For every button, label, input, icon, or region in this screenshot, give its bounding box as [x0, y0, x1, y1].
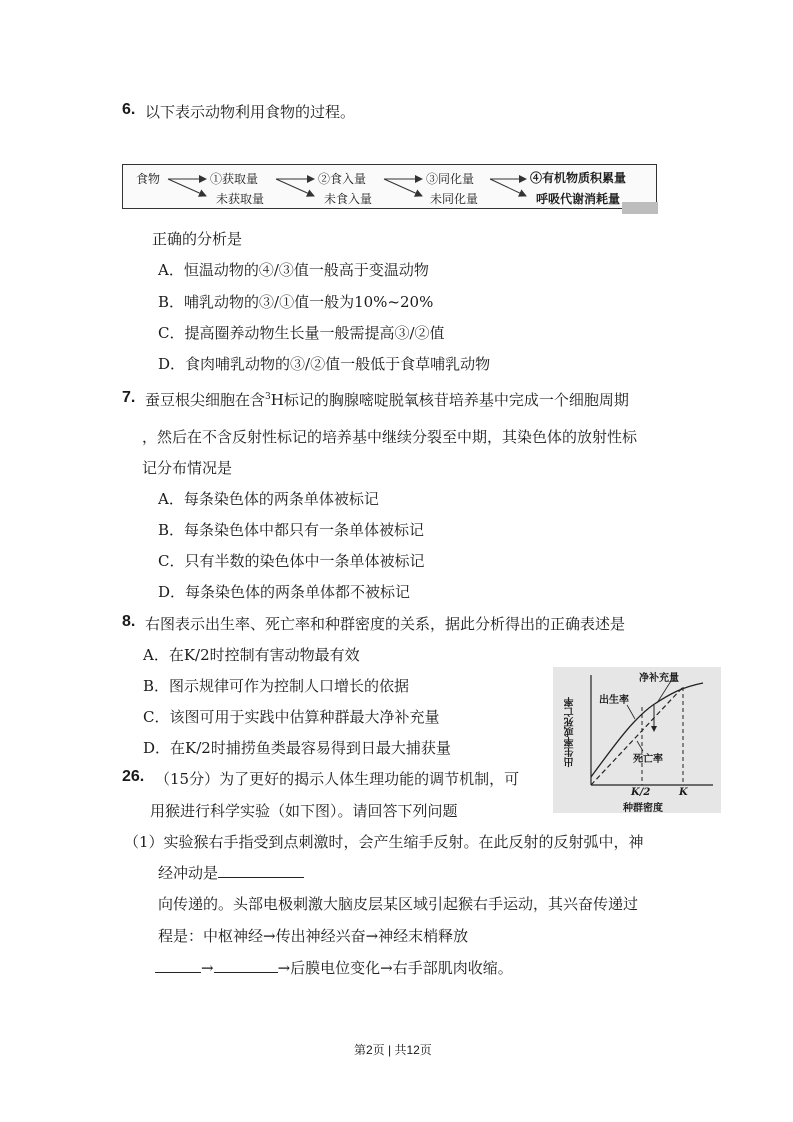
chart-tick-k2: K/2 — [631, 787, 651, 798]
node-ingested: ②食入量 — [318, 172, 367, 186]
q6-stem: 以下表示动物利用食物的过程。 — [145, 103, 356, 121]
chart-birth-label: 出生率 — [599, 695, 629, 706]
answer-blank-binding[interactable] — [214, 958, 278, 973]
q26-number: 26. — [122, 768, 145, 785]
node-assimilated: ③同化量 — [426, 172, 475, 186]
node-organic-accumulation: ④有机物质积累量 — [530, 171, 627, 185]
node-food: 食物 — [136, 172, 161, 186]
q7-line1-end: H标记的胸腺嘧啶脱氧核苷培养基中完成一个细胞周期 — [270, 391, 629, 409]
chart-y-label: 出生率或死亡率 — [565, 697, 576, 767]
q8-stem: 右图表示出生率、死亡率和种群密度的关系，据此分析得出的正确表述是 — [145, 615, 626, 633]
q8-option-c: C．该图可用于实践中估算种群最大净补充量 — [143, 708, 440, 726]
q7-line1-start: 蚕豆根尖细胞在含 — [145, 391, 266, 409]
q7-line2: ，然后在不含反射性标记的培养基中继续分裂至中期，其染色体的放射性标 — [142, 428, 638, 446]
chart-x-label: 种群密度 — [623, 803, 663, 814]
page-footer: 第2页 | 共12页 — [354, 1043, 432, 1057]
q26-p1-line5 — [155, 957, 513, 978]
q26-p1-line2 — [158, 862, 304, 883]
node-not-ingested: 未食入量 — [324, 192, 373, 206]
q8-option-a: A．在K/2时控制有害动物最有效 — [143, 646, 360, 664]
q26-p1-line1: （1）实验猴右手指受到点刺激时，会产生缩手反射。在此反射的反射弧中，神 — [124, 833, 644, 851]
q7-option-c: C．只有半数的染色体中一条单体被标记 — [158, 552, 425, 570]
population-density-chart — [553, 667, 721, 813]
node-not-assimilated: 未同化量 — [430, 192, 479, 206]
q7-option-a: A．每条染色体的两条单体被标记 — [158, 490, 379, 508]
q7-option-d: D．每条染色体的两条单体都不被标记 — [158, 583, 411, 601]
q7-line3: 记分布情况是 — [142, 459, 233, 477]
answer-blank-transmitter[interactable] — [155, 958, 201, 973]
q26-p1-line3: 向传递的。头部电极刺激大脑皮层某区域引起猴右手运动，其兴奋传递过 — [158, 895, 639, 913]
chart-net-label: 净补充量 — [639, 673, 679, 684]
q8-option-b: B．图示规律可作为控制人口增长的依据 — [143, 677, 410, 695]
q26-p1-line5-end: →后膜电位变化→右手部肌肉收缩。 — [277, 959, 513, 977]
q6-option-d: D．食肉哺乳动物的③/②值一般低于食草哺乳动物 — [158, 355, 491, 373]
answer-blank-direction[interactable] — [218, 863, 304, 878]
chart-tick-k: K — [679, 787, 688, 798]
q8-option-d: D．在K/2时捕捞鱼类最容易得到日最大捕获量 — [143, 739, 451, 757]
q6-option-a: A．恒温动物的④/③值一般高于变温动物 — [158, 261, 429, 279]
q26-line2: 用猴进行科学实验（如下图）。请回答下列问题 — [150, 802, 458, 820]
q6-option-b: B．哺乳动物的③/①值一般为10%~20% — [158, 293, 434, 311]
q26-arrow: → — [201, 959, 214, 977]
node-acquired: ①获取量 — [210, 172, 259, 186]
chart-death-label: 死亡率 — [633, 754, 663, 765]
q26-p1-line2-text: 经冲动是 — [158, 864, 219, 882]
q8-number: 8. — [122, 613, 136, 630]
q7-option-b: B．每条染色体中都只有一条单体被标记 — [158, 521, 425, 539]
q6-number: 6. — [122, 101, 136, 118]
q7-line1 — [145, 389, 629, 410]
q26-p1-line4: 程是：中枢神经→传出神经兴奋→神经末梢释放 — [158, 927, 469, 945]
q26-line1: （15分）为了更好的揭示人体生理功能的调节机制，可 — [155, 770, 520, 788]
q7-superscript: 3 — [265, 392, 271, 402]
node-respiration-loss: 呼吸代谢消耗量 — [536, 192, 621, 206]
q6-intro: 正确的分析是 — [152, 230, 243, 248]
q6-option-c: C．提高圈养动物生长量一般需提高③/②值 — [158, 324, 445, 342]
q7-number: 7. — [122, 389, 136, 406]
node-not-acquired: 未获取量 — [216, 192, 265, 206]
food-utilization-diagram — [122, 164, 658, 214]
